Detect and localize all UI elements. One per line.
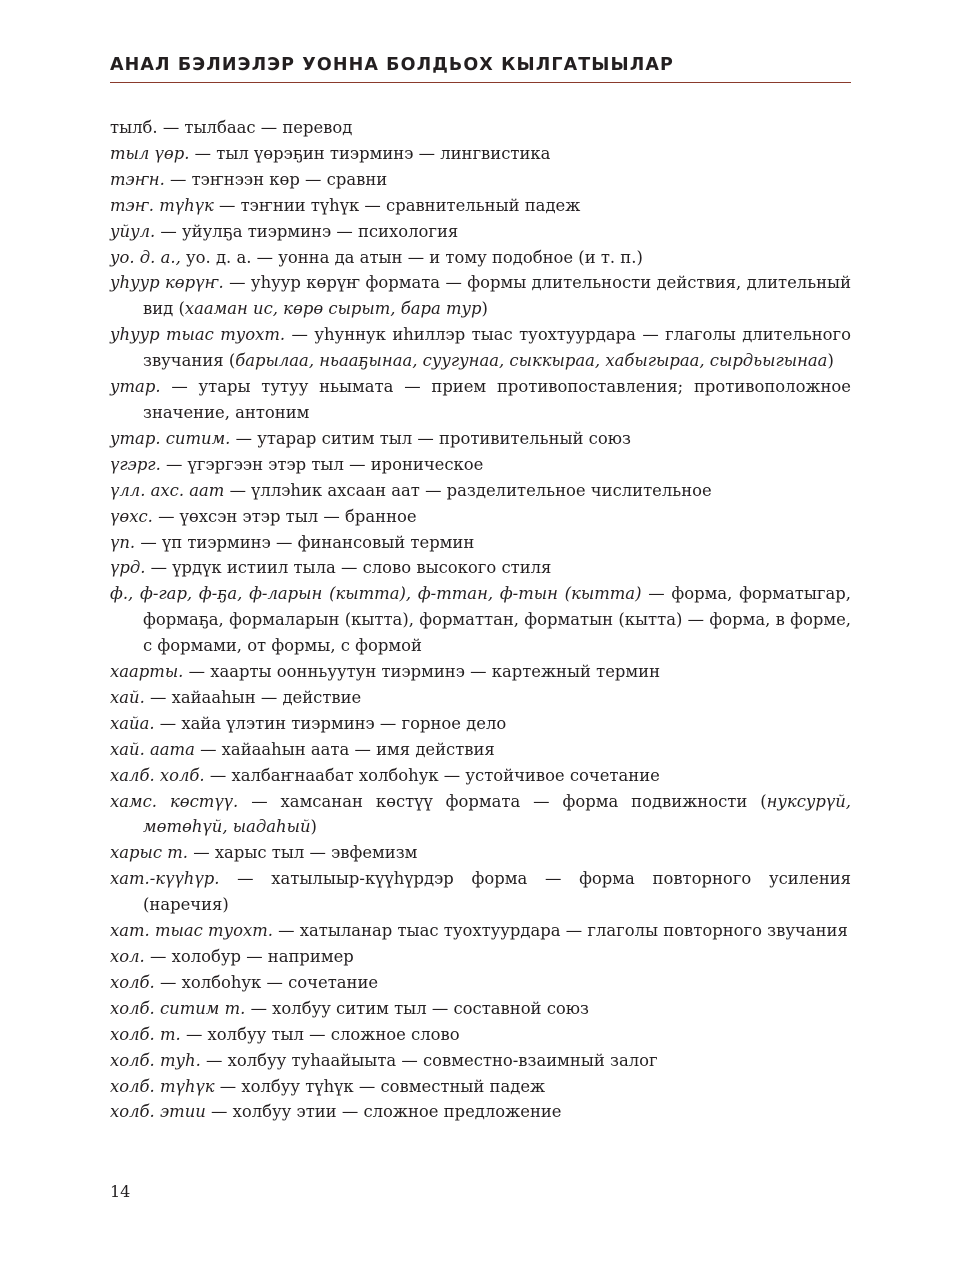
header-title: АНАЛ БЭЛИЭЛЭР УОННА БОЛДЬОХ КЫЛГАТЫЫЛАР [110,55,674,75]
entry-abbreviation: үрд. [110,558,146,578]
abbreviation-entry: үрд. — үрдүк истиил тыла — слово высокого стиля [110,558,552,578]
entry-yakut-expansion: форма, форматыгар, формаҕа, формаларын (кытта), форматтан, форматын (кытта) [143,584,851,630]
entry-russian-translation: совместный падеж [380,1076,546,1096]
page-number: 14 [110,1182,131,1201]
entry-russian-translation: горное дело [401,713,507,733]
abbreviation-entry: уһуур тыас туохт. — уһуннук иһиллэр тыас туохтуурдара — глаголы длительного звучания (барылаа, ньааҕынаа, суугунаа, сыккыраа, хабыгыраа, сырдьыгынаа) [110,325,851,371]
entry-yakut-expansion: холбуу этии [232,1102,337,1122]
entry-abbreviation: хаарты. [110,662,184,682]
entry-yakut-expansion: холбуу тыл [207,1024,304,1044]
abbreviation-entry: уйул. — уйулҕа тиэрминэ — психология [110,221,459,241]
entry-yakut-expansion: тэҥнии түһүк [240,195,360,215]
abbreviation-entry: тылб. — тылбаас — перевод [110,118,353,137]
entry-russian-translation: сочетание [288,972,379,992]
entry-yakut-expansion: утарар ситим тыл [257,428,413,448]
entry-russian-translation: формы длительности действия, длительный вид [143,273,852,319]
entry-yakut-expansion: уһуур көрүҥ формата [250,273,441,293]
entry-abbreviation: хайа. [110,713,155,733]
entry-abbreviation: тэҥн. [110,169,165,189]
entry-yakut-expansion: үллэһик ахсаан аат [251,480,420,500]
entry-russian-translation: составной союз [453,998,589,1018]
entry-yakut-expansion: үп тиэрминэ [161,532,271,552]
entry-yakut-expansion: хатылыыр-күүһүрдэр форма [271,869,528,889]
abbreviation-entry: холб. туһ. — холбуу туһаайыыта — совместно-взаимный залог [110,1050,658,1070]
entry-yakut-expansion: тыл үөрэҕин тиэрминэ [216,143,414,163]
abbreviation-entry: холб. түһүк — холбуу түһүк — совместный падеж [110,1076,546,1096]
entry-abbreviation: хат.-күүһүр. [110,869,220,889]
entry-abbreviation: холб. т. [110,1024,181,1044]
entry-yakut-expansion: холобур [171,947,241,966]
entry-abbreviation: холб. этии [110,1102,206,1122]
abbreviation-entry: хат. тыас туохт. — хатыланар тыас туохтуурдара — глаголы повторного звучания [110,921,848,941]
entry-abbreviation: хат. тыас туохт. [110,921,273,941]
abbreviation-entry: уо. д. а., уо. д. а. — уонна да атын — и тому подобное (и т. п.) [110,247,643,267]
entry-abbreviation: холб. [110,972,155,992]
abbreviation-entry: ф., ф-гар, ф-ҕа, ф-ларын (кытта), ф-ттан, ф-тын (кытта) — форма, форматыгар, формаҕа, формаларын (кытта), форматтан, форматын (кытта) — форма, в форме, с формами, от формы, с формой [110,584,852,656]
entry-yakut-expansion: хаарты оонньуутун тиэрминэ [210,662,465,682]
running-header [110,52,851,83]
entry-abbreviation: харыс т. [110,843,188,863]
entry-abbreviation: үөхс. [110,506,153,526]
entry-russian-translation: сравнительный падеж [386,195,581,215]
abbreviation-entry: хай. — хайааһын — действие [110,687,362,707]
entry-yakut-expansion: холбуу ситим тыл [272,998,427,1018]
abbreviation-entry: хол. — холобур — например [110,947,354,966]
entry-russian-translation: сложное слово [330,1024,460,1044]
entry-abbreviation: уо. д. а., [110,247,181,267]
entry-abbreviation: халб. холб. [110,765,205,785]
entry-abbreviation: утар. [110,377,161,397]
entry-yakut-expansion: хайа үлэтин тиэрминэ [181,713,375,733]
entry-russian-translation: действие [282,687,362,707]
entry-examples: нуксурүй, мөтөһүй, ыадаһый [143,791,852,837]
abbreviation-entry: холб. этии — холбуу этии — сложное предложение [110,1102,562,1122]
entry-russian-translation: форма подвижности [562,791,748,811]
abbreviation-entry: үлл. ахс. аат — үллэһик ахсаан аат — разделительное числительное [110,480,712,500]
abbreviation-entry: үп. — үп тиэрминэ — финансовый термин [110,532,475,552]
entry-yakut-expansion: утары тутуу ньымата [198,377,394,397]
abbreviation-entry: хамс. көстүү. — хамсанан көстүү формата — форма подвижности (нуксурүй, мөтөһүй, ыадаһый) [110,791,852,837]
abbreviation-entry: үөхс. — үөхсэн этэр тыл — бранное [110,506,417,526]
entry-russian-translation: противительный союз [439,428,631,448]
entry-yakut-expansion: харыс тыл [214,843,305,863]
entry-russian-translation: имя действия [376,739,495,759]
entry-examples: хааман ис, көрө сырыт, бара тур [184,299,482,319]
entry-abbreviation: үлл. ахс. аат [110,480,225,500]
entry-yakut-expansion: үөхсэн этэр тыл [179,506,319,526]
entry-abbreviation: хол. [110,947,145,966]
entry-yakut-expansion: уйулҕа тиэрминэ [182,221,332,241]
entry-abbreviation: холб. туһ. [110,1050,201,1070]
entry-russian-translation: эвфемизм [331,843,418,863]
abbreviation-entry: тыл үөр. — тыл үөрэҕин тиэрминэ — лингвистика [110,143,551,163]
abbreviation-entry: холб. — холбоһук — сочетание [110,972,379,992]
entry-abbreviation: холб. ситим т. [110,998,246,1018]
entry-russian-translation: бранное [345,506,417,526]
entry-russian-translation: сложное предложение [363,1102,562,1122]
entry-yakut-expansion: тылбаас [184,118,256,137]
entry-abbreviation: уһуур тыас туохт. [110,325,286,345]
entry-abbreviation: тылб. [110,118,158,137]
entry-yakut-expansion: тэҥнээн көр [191,169,300,189]
abbreviation-entry: утар. — утары тутуу ньымата — прием противопоставления; противоположное значение, антоним [110,377,852,422]
entry-abbreviation: тэҥ. түһүк [110,195,214,215]
entry-abbreviation: тыл үөр. [110,143,190,163]
entry-russian-translation: например [267,947,354,966]
entry-abbreviation: үгэрг. [110,454,161,474]
entry-russian-translation: перевод [282,118,353,137]
entry-russian-translation: совместно-взаимный залог [422,1050,658,1070]
entry-yakut-expansion: уонна да атын [278,247,403,267]
abbreviation-entry: халб. холб. — халбаҥнаабат холбоһук — устойчивое сочетание [110,765,660,785]
abbreviation-entry: тэҥ. түһүк — тэҥнии түһүк — сравнительный падеж [110,195,581,215]
abbreviation-entry: хай. аата — хайааһын аата — имя действия [110,739,495,759]
abbreviation-entry: хат.-күүһүр. — хатылыыр-күүһүрдэр форма — форма повторного усиления (наречия) [110,869,852,915]
abbreviation-entry: харыс т. — харыс тыл — эвфемизм [110,843,418,863]
abbreviation-list [110,115,851,1125]
entry-abbreviation: уйул. [110,221,156,241]
entry-yakut-expansion: холбоһук [181,972,262,992]
entry-yakut-expansion: хайааһын аата [221,739,350,759]
abbreviation-entry: тэҥн. — тэҥнээн көр — сравни [110,169,388,189]
abbreviation-entry: уһуур көрүҥ. — уһуур көрүҥ формата — формы длительности действия, длительный вид (хааман ис, көрө сырыт, бара тур) [110,273,852,319]
abbreviation-entry: холб. ситим т. — холбуу ситим тыл — составной союз [110,998,589,1018]
entry-russian-translation: слово высокого стиля [362,558,552,578]
entry-russian-translation: лингвистика [440,143,551,163]
entry-abbreviation: үп. [110,532,136,552]
entry-russian-translation: глаголы длительного звучания [143,325,851,371]
entry-abbreviation: хай. аата [110,739,195,759]
entry-russian-translation: разделительное числительное [446,480,712,500]
entry-russian-translation: психология [357,221,459,241]
entry-russian-translation: сравни [326,169,388,189]
abbreviation-entry: холб. т. — холбуу тыл — сложное слово [110,1024,460,1044]
entry-yakut-expansion: үгэргээн этэр тыл [187,454,344,474]
abbreviation-entry: утар. ситим. — утарар ситим тыл — противительный союз [110,428,631,448]
entry-abbreviation-variant: уо. д. а. [180,247,252,267]
entry-russian-translation: финансовый термин [297,532,475,552]
entry-russian-translation: глаголы повторного звучания [587,921,848,941]
entry-abbreviation: утар. ситим. [110,428,231,448]
entry-russian-translation: устойчивое сочетание [465,765,660,785]
entry-russian-translation: и тому подобное (и т. п.) [429,247,643,267]
abbreviation-entry: хайа. — хайа үлэтин тиэрминэ — горное дело [110,713,507,733]
entry-yakut-expansion: үрдүк истиил тыла [172,558,336,578]
entry-yakut-expansion: холбуу түһүк [241,1076,354,1096]
entry-russian-translation: картежный термин [491,662,661,682]
entry-yakut-expansion: уһуннук иһиллэр тыас туохтуурдара [314,325,636,345]
abbreviation-entry: үгэрг. — үгэргээн этэр тыл — ироническое [110,454,484,474]
entry-abbreviation: холб. түһүк [110,1076,215,1096]
entry-examples: барылаа, ньааҕынаа, суугунаа, сыккыраа, хабыгыраа, сырдьыгынаа [235,351,828,371]
entry-abbreviation: уһуур көрүҥ. [110,273,224,293]
entry-abbreviation: ф., ф-гар, ф-ҕа, ф-ларын (кытта), ф-ттан, ф-тын (кытта) [110,584,642,604]
entry-russian-translation: форма, в форме, с формами, от формы, с формой [143,610,852,656]
entry-abbreviation: хамс. көстүү. [110,791,239,811]
abbreviation-entry: хаарты. — хаарты оонньуутун тиэрминэ — картежный термин [110,662,661,682]
entry-yakut-expansion: холбуу туһаайыыта [227,1050,397,1070]
entry-abbreviation: хай. [110,687,145,707]
entry-yakut-expansion: хамсанан көстүү формата [280,791,521,811]
entry-russian-translation: прием противопоставления; противоположное значение, антоним [143,377,852,422]
entry-russian-translation: форма повторного усиления (наречия) [143,869,852,915]
entry-russian-translation: ироническое [370,454,484,474]
entry-yakut-expansion: хайааһын [171,687,256,707]
entry-yakut-expansion: халбаҥнаабат холбоһук [231,765,439,785]
entry-yakut-expansion: хатыланар тыас туохтуурдара [299,921,561,941]
